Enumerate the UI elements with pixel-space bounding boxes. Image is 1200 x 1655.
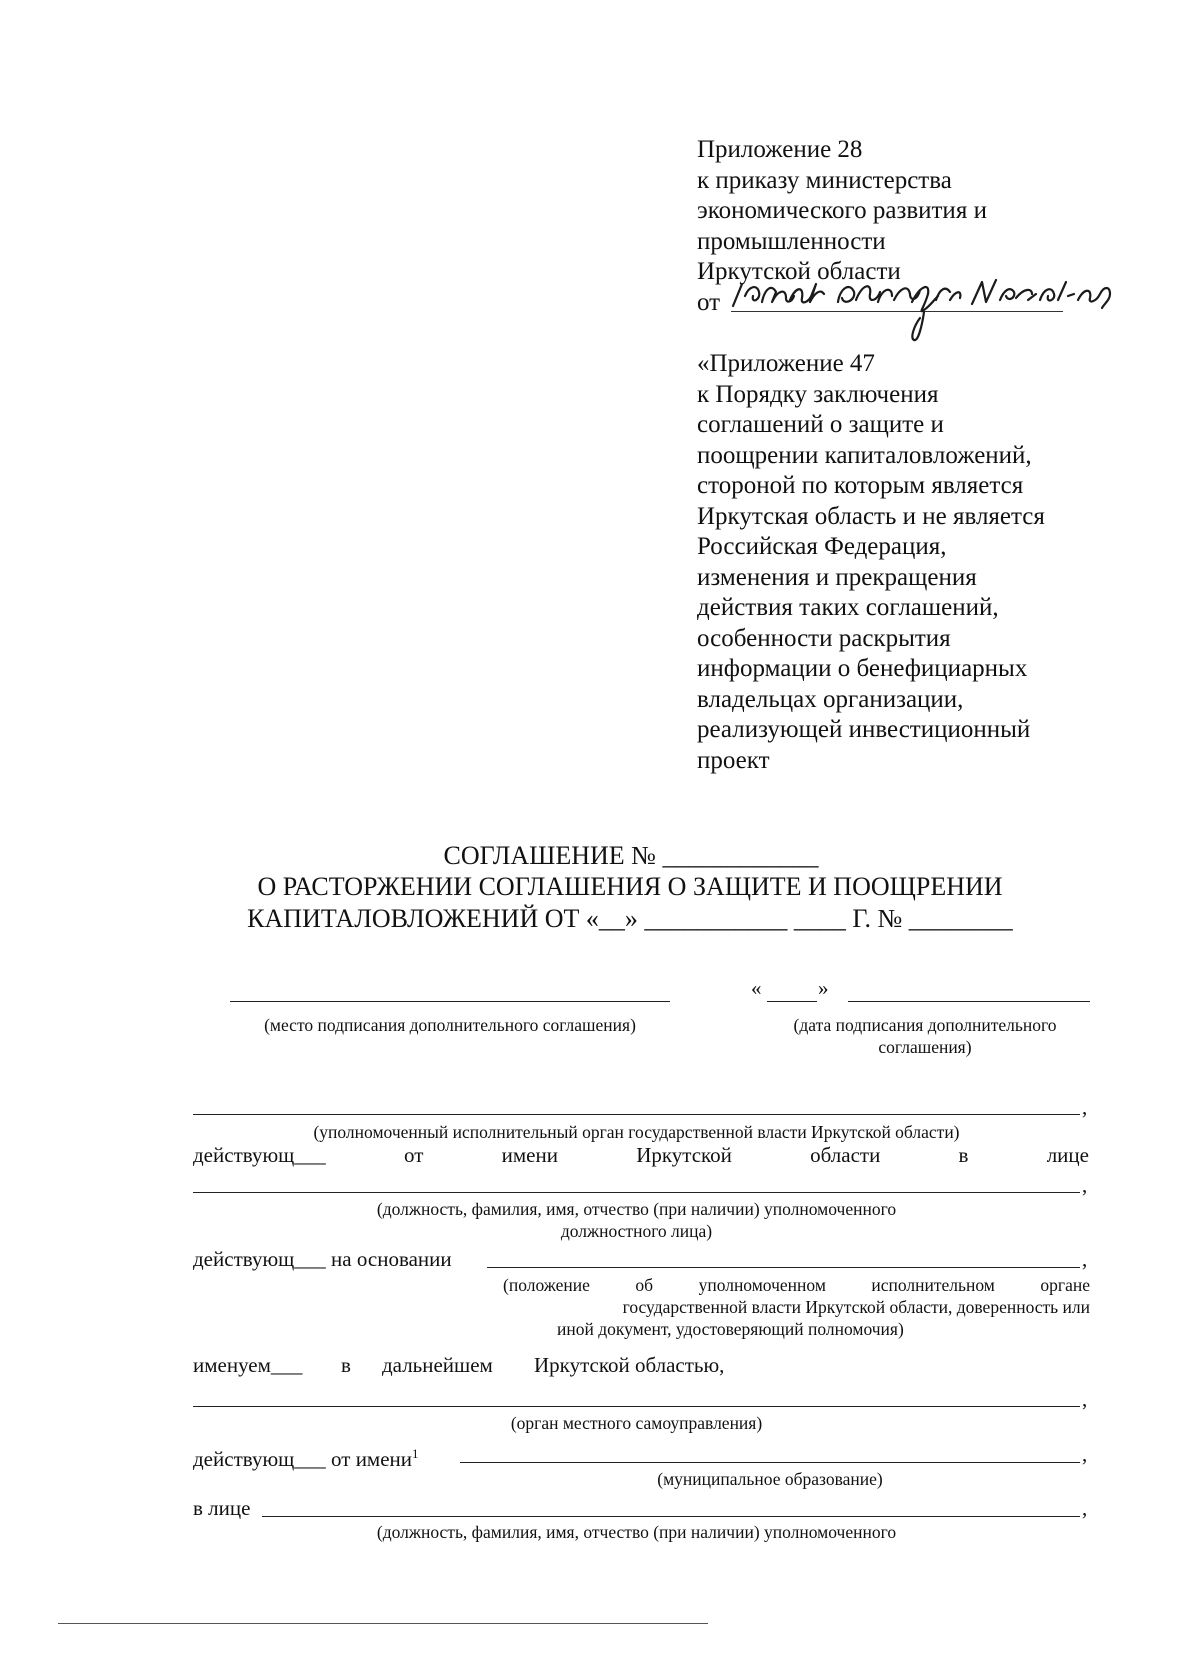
basis-line: [487, 1267, 1080, 1268]
hereinafter-word: в: [341, 1353, 351, 1377]
basis-caption-3: иной документ, удостоверяющий полномочия): [557, 1319, 904, 1339]
acting-word: лице: [1046, 1143, 1089, 1167]
basis-word: (положение: [503, 1275, 590, 1295]
comma: ,: [1082, 1173, 1088, 1197]
date-prefix: от: [697, 289, 721, 316]
appendix-28-line: экономического развития и: [697, 197, 987, 224]
appendix-47-line: особенности раскрытия: [697, 624, 951, 652]
date-quote-open: «: [751, 976, 762, 1000]
appendix-47-line: изменения и прекращения: [697, 563, 977, 591]
appendix-47-line: проект: [697, 746, 770, 774]
appendix-47-block: [697, 349, 1045, 776]
basis-word: уполномоченном: [698, 1275, 826, 1295]
day-line: [767, 1001, 817, 1002]
comma: ,: [1082, 1442, 1088, 1466]
in-person-label: в лице: [193, 1496, 251, 1520]
date-quote-close: »: [818, 976, 829, 1000]
comma: ,: [1082, 1247, 1088, 1271]
basis-caption-2: государственной власти Иркутской области, доверенность или: [622, 1297, 1090, 1317]
appendix-28-line: Приложение 28: [697, 136, 863, 163]
basis-word: исполнительном: [871, 1275, 995, 1295]
authority-caption: (уполномоченный исполнительный орган государственной власти Иркутской области): [313, 1122, 960, 1142]
appendix-47-line: поощрении капиталовложений,: [697, 441, 1032, 469]
basis-word: об: [635, 1275, 654, 1295]
official-caption-2: должностного лица): [560, 1221, 713, 1241]
place-caption: (место подписания дополнительного соглашения): [264, 1015, 636, 1035]
date-caption-2: соглашения): [878, 1037, 972, 1057]
local-gov-line: [193, 1406, 1080, 1407]
appendix-28-line: Иркутской области: [697, 258, 901, 285]
title-line-1: СОГЛАШЕНИЕ № ____________: [443, 841, 819, 870]
acting-word: Иркутской: [636, 1143, 732, 1167]
hereinafter-row: [193, 1352, 724, 1378]
acting-word: в: [958, 1143, 969, 1167]
appendix-47-line: к Порядку заключения: [697, 380, 939, 408]
hereinafter-word: Иркутской областью,: [534, 1353, 725, 1377]
acting-basis-label: действующ___ на основании: [193, 1247, 452, 1271]
footnote-separator: [58, 1623, 708, 1624]
acting-on-behalf-label: [193, 1441, 419, 1472]
municipality-caption: (муниципальное образование): [657, 1469, 883, 1489]
appendix-47-line: информации о бенефициарных: [697, 655, 1028, 682]
date-underline: [731, 311, 1063, 312]
acting-on-behalf-text: действующ___ от имени: [193, 1447, 413, 1471]
appendix-28-block: [697, 135, 987, 288]
appendix-47-line: действия таких соглашений,: [697, 594, 999, 621]
appendix-47-line: реализующей инвестиционный: [697, 716, 1031, 743]
appendix-28-line: промышленности: [697, 227, 886, 255]
in-person-line: [262, 1516, 1080, 1517]
acting-word: от: [404, 1143, 424, 1167]
title-line-3: КАПИТАЛОВЛОЖЕНИЙ ОТ «__» ___________ ____ Г. № ________: [247, 904, 1013, 933]
official-line: [193, 1192, 1080, 1193]
footnote-mark: 1: [412, 1446, 419, 1461]
appendix-47-line: Иркутская область и не является: [697, 502, 1045, 530]
comma: ,: [1082, 1496, 1088, 1520]
authority-line: [193, 1114, 1080, 1115]
hereinafter-word: именуем___: [193, 1353, 303, 1377]
acting-word: области: [810, 1143, 881, 1167]
date-line: [848, 1001, 1090, 1002]
appendix-47-line: соглашений о защите и: [697, 411, 944, 438]
appendix-28-line: к приказу министерства: [697, 166, 952, 194]
title-line-2: О РАСТОРЖЕНИИ СОГЛАШЕНИЯ О ЗАЩИТЕ И ПООЩРЕНИИ: [257, 872, 1003, 901]
basis-caption-row: [503, 1274, 1090, 1296]
basis-word: органе: [1040, 1275, 1090, 1295]
comma: ,: [1082, 1387, 1088, 1411]
local-gov-caption: (орган местного самоуправления): [510, 1413, 763, 1433]
municipality-line: [460, 1462, 1080, 1463]
hereinafter-word: дальнейшем: [382, 1353, 493, 1377]
appendix-47-line: Российская Федерация,: [697, 533, 947, 560]
handwritten-date-signature: [0, 0, 1200, 360]
appendix-47-line: стороной по которым является: [697, 472, 1024, 499]
acting-row: [193, 1142, 1089, 1168]
official-caption-1: (должность, фамилия, имя, отчество (при наличии) уполномоченного: [376, 1199, 897, 1219]
acting-word: имени: [501, 1143, 558, 1167]
acting-word: действующ___: [193, 1143, 326, 1167]
date-caption-1: (дата подписания дополнительного: [793, 1015, 1057, 1035]
comma: ,: [1082, 1095, 1088, 1119]
appendix-47-line: «Приложение 47: [697, 350, 875, 377]
place-line: [230, 1001, 670, 1002]
appendix-47-line: владельцах организации,: [697, 685, 964, 713]
official-2-caption: (должность, фамилия, имя, отчество (при наличии) уполномоченного: [376, 1522, 897, 1542]
